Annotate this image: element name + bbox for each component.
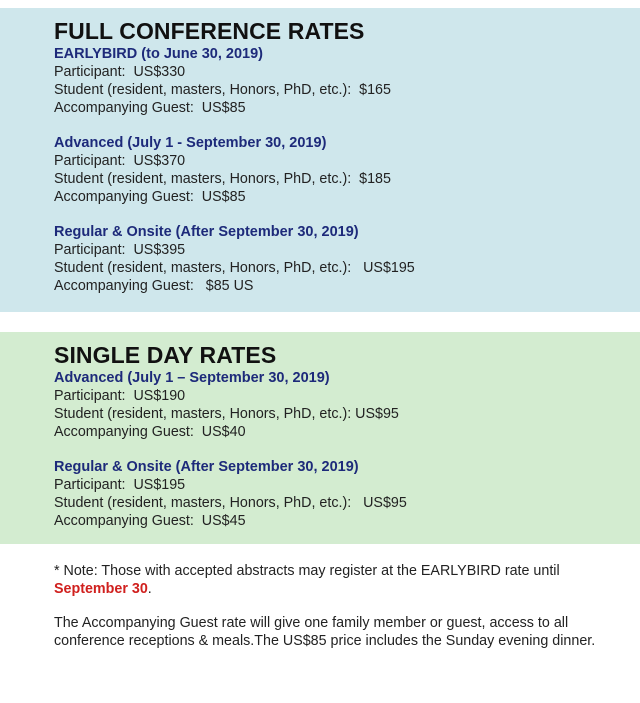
note-period: . — [147, 580, 152, 597]
rate-tier-earlybird — [54, 45, 640, 117]
guest-rate-info: The Accompanying Guest rate will give one family member or guest, access to all conference receptions & meals.The US$85 price includes the Sunday evening dinner. — [54, 615, 596, 649]
full-conference-rates-panel — [0, 8, 640, 312]
notes-section — [54, 563, 614, 650]
participant-rate: Participant: US$195 — [54, 477, 186, 493]
guest-rate: Accompanying Guest: US$40 — [54, 424, 246, 440]
rate-tier-advanced — [54, 369, 640, 441]
student-rate: Student (resident, masters, Honors, PhD, etc.): $185 — [54, 171, 391, 187]
single-day-rates-panel — [0, 332, 640, 544]
tier-title: Advanced (July 1 - September 30, 2019) — [54, 135, 327, 151]
tier-title: EARLYBIRD (to June 30, 2019) — [54, 46, 263, 62]
earlybird-note — [54, 563, 614, 598]
rate-tier-advanced — [54, 134, 640, 206]
student-rate: Student (resident, masters, Honors, PhD, etc.): US$95 — [54, 495, 407, 511]
single-day-heading: SINGLE DAY RATES — [54, 342, 277, 368]
note-deadline: September 30 — [54, 580, 148, 597]
rate-tier-regular-onsite — [54, 223, 640, 295]
guest-rate: Accompanying Guest: US$85 — [54, 100, 246, 116]
participant-rate: Participant: US$370 — [54, 153, 186, 169]
guest-rate: Accompanying Guest: $85 US — [54, 278, 254, 294]
student-rate: Student (resident, masters, Honors, PhD, etc.): US$195 — [54, 260, 415, 276]
participant-rate: Participant: US$330 — [54, 64, 186, 80]
full-conference-heading: FULL CONFERENCE RATES — [54, 18, 365, 44]
guest-rate: Accompanying Guest: US$85 — [54, 189, 246, 205]
guest-rate: Accompanying Guest: US$45 — [54, 513, 246, 529]
rate-tier-regular-onsite — [54, 458, 640, 530]
participant-rate: Participant: US$190 — [54, 388, 186, 404]
tier-title: Regular & Onsite (After September 30, 2019) — [54, 224, 359, 240]
student-rate: Student (resident, masters, Honors, PhD, etc.): US$95 — [54, 406, 399, 422]
participant-rate: Participant: US$395 — [54, 242, 186, 258]
tier-title: Regular & Onsite (After September 30, 2019) — [54, 459, 359, 475]
student-rate: Student (resident, masters, Honors, PhD, etc.): $165 — [54, 82, 391, 98]
tier-title: Advanced (July 1 – September 30, 2019) — [54, 370, 330, 386]
note-text: * Note: Those with accepted abstracts may register at the EARLYBIRD rate until — [54, 563, 560, 579]
